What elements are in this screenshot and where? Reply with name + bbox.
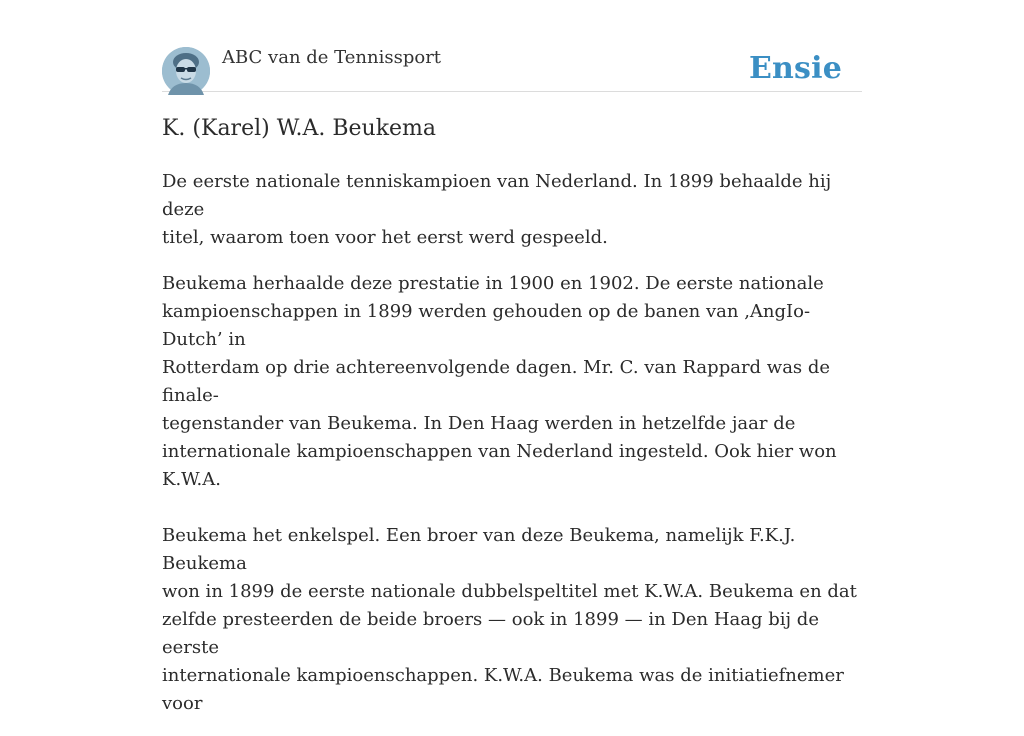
ensie-logo[interactable]: Ensie [748, 51, 842, 86]
article-paragraph-2: Beukema herhaalde deze prestatie in 1900 en 1902. De eerste nationale kampioenschappen in 1899 werden gehouden op de banen van ‚AngIo- Dutch’ in Rotterdam op drie achtereenvolgende dagen. Mr. C. van Rappard was de finale- tegenstander van Beukema. In Den Haag werden in hetzelfde jaar de internationale kampioenschappen van Nederland ingesteld. Ook hier won K.W.A. [162, 273, 837, 490]
article-header [162, 45, 862, 92]
person-avatar-icon[interactable] [162, 47, 210, 95]
avatar-portrait-icon [162, 47, 210, 95]
article-paragraph-1: De eerste nationale tenniskampioen van Nederland. In 1899 behaalde hij deze titel, waarom toen voor het eerst werd gespeeld. [162, 171, 832, 248]
source-name-link[interactable]: ABC van de Tennissport [222, 47, 442, 68]
article-paragraph-3: Beukema het enkelspel. Een broer van deze Beukema, namelijk F.K.J. Beukema won in 1899 de eerste nationale dubbelspeltitel met K.W.A. Beukema en dat zelfde presteerden de beide broers — ook in 1899 — in Den Haag bij de eerste internationale kampioenschappen. K.W.A. Beukema was de initiatiefnemer voor [162, 525, 857, 714]
article-body [162, 168, 862, 736]
article-page [162, 0, 862, 714]
article-title: K. (Karel) W.A. Beukema [162, 116, 437, 141]
